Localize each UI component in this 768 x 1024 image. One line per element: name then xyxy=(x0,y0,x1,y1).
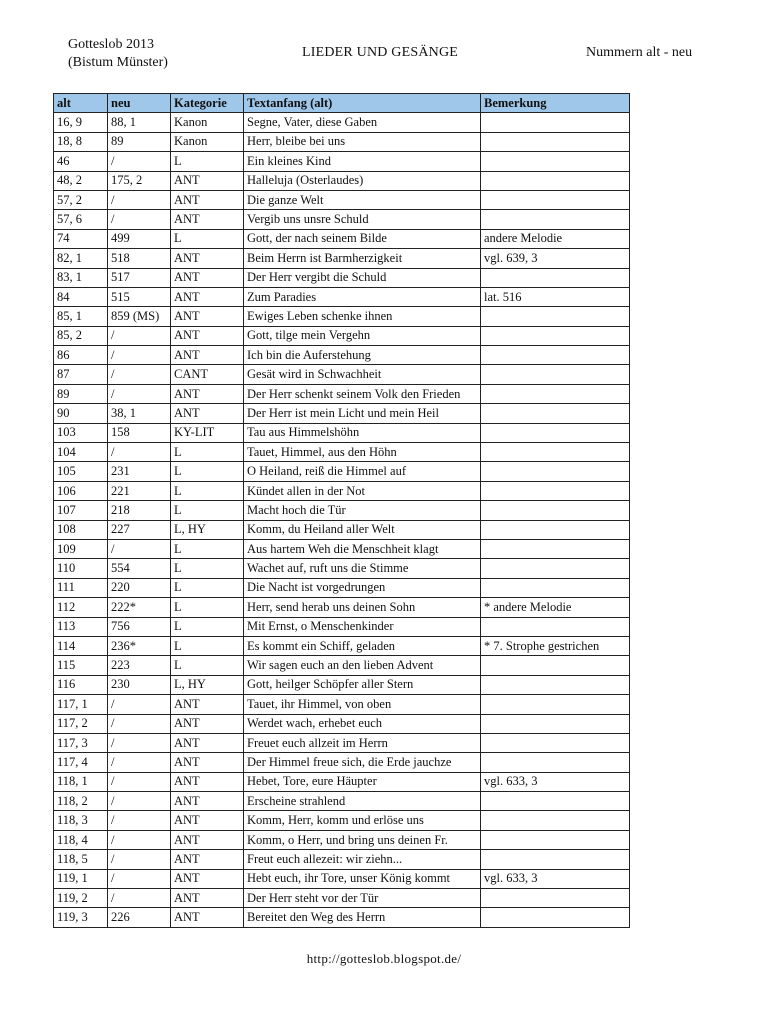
cell-alt: 74 xyxy=(54,229,108,248)
table-row xyxy=(54,598,630,617)
cell-neu: / xyxy=(108,539,171,558)
cell-kategorie: L xyxy=(171,501,244,520)
table-row xyxy=(54,481,630,500)
cell-alt: 46 xyxy=(54,152,108,171)
table-row xyxy=(54,733,630,752)
cell-alt: 119, 1 xyxy=(54,869,108,888)
cell-neu: 554 xyxy=(108,559,171,578)
table-row xyxy=(54,384,630,403)
table-row xyxy=(54,753,630,772)
cell-bemerkung xyxy=(481,578,630,597)
cell-kategorie: ANT xyxy=(171,792,244,811)
cell-textanfang: Ich bin die Auferstehung xyxy=(244,346,481,365)
cell-kategorie: ANT xyxy=(171,346,244,365)
table-row xyxy=(54,539,630,558)
cell-kategorie: L xyxy=(171,656,244,675)
cell-neu: 88, 1 xyxy=(108,113,171,132)
cell-textanfang: Wachet auf, ruft uns die Stimme xyxy=(244,559,481,578)
cell-alt: 85, 1 xyxy=(54,307,108,326)
cell-textanfang: Gott, heilger Schöpfer aller Stern xyxy=(244,675,481,694)
cell-bemerkung xyxy=(481,268,630,287)
cell-kategorie: ANT xyxy=(171,249,244,268)
cell-textanfang: Der Herr steht vor der Tür xyxy=(244,889,481,908)
cell-kategorie: ANT xyxy=(171,811,244,830)
cell-alt: 114 xyxy=(54,636,108,655)
cell-neu: / xyxy=(108,850,171,869)
cell-kategorie: Kanon xyxy=(171,113,244,132)
cell-alt: 87 xyxy=(54,365,108,384)
cell-bemerkung xyxy=(481,384,630,403)
cell-kategorie: ANT xyxy=(171,830,244,849)
cell-textanfang: Ewiges Leben schenke ihnen xyxy=(244,307,481,326)
table-row xyxy=(54,520,630,539)
cell-alt: 83, 1 xyxy=(54,268,108,287)
cell-bemerkung xyxy=(481,481,630,500)
table-row xyxy=(54,132,630,151)
cell-neu: / xyxy=(108,346,171,365)
cell-alt: 118, 2 xyxy=(54,792,108,811)
cell-textanfang: Werdet wach, erhebet euch xyxy=(244,714,481,733)
cell-alt: 18, 8 xyxy=(54,132,108,151)
cell-bemerkung xyxy=(481,830,630,849)
cell-kategorie: L xyxy=(171,443,244,462)
cell-kategorie: L xyxy=(171,636,244,655)
cell-textanfang: Macht hoch die Tür xyxy=(244,501,481,520)
table-row xyxy=(54,811,630,830)
cell-textanfang: Beim Herrn ist Barmherzigkeit xyxy=(244,249,481,268)
cell-textanfang: Zum Paradies xyxy=(244,287,481,306)
cell-bemerkung xyxy=(481,210,630,229)
cell-bemerkung xyxy=(481,365,630,384)
cell-bemerkung: vgl. 633, 3 xyxy=(481,772,630,791)
cell-textanfang: Freuet euch allzeit im Herrn xyxy=(244,733,481,752)
cell-bemerkung xyxy=(481,171,630,190)
cell-kategorie: ANT xyxy=(171,326,244,345)
table-row xyxy=(54,869,630,888)
cell-kategorie: Kanon xyxy=(171,132,244,151)
cell-textanfang: Segne, Vater, diese Gaben xyxy=(244,113,481,132)
cell-kategorie: ANT xyxy=(171,733,244,752)
cell-kategorie: ANT xyxy=(171,695,244,714)
cell-kategorie: ANT xyxy=(171,287,244,306)
cell-neu: 756 xyxy=(108,617,171,636)
cell-neu: / xyxy=(108,772,171,791)
cell-textanfang: Tauet, Himmel, aus den Höhn xyxy=(244,443,481,462)
page-title: LIEDER UND GESÄNGE xyxy=(302,45,459,60)
cell-neu: 223 xyxy=(108,656,171,675)
cell-neu: 499 xyxy=(108,229,171,248)
cell-alt: 57, 6 xyxy=(54,210,108,229)
cell-alt: 119, 2 xyxy=(54,889,108,908)
cell-neu: 226 xyxy=(108,908,171,927)
table-row xyxy=(54,772,630,791)
cell-neu: 222* xyxy=(108,598,171,617)
cell-textanfang: Erscheine strahlend xyxy=(244,792,481,811)
cell-bemerkung xyxy=(481,617,630,636)
cell-bemerkung xyxy=(481,462,630,481)
cell-bemerkung xyxy=(481,443,630,462)
cell-alt: 118, 3 xyxy=(54,811,108,830)
column-header-kategorie: Kategorie xyxy=(171,94,244,113)
cell-kategorie: ANT xyxy=(171,772,244,791)
cell-bemerkung xyxy=(481,520,630,539)
cell-textanfang: Gott, der nach seinem Bilde xyxy=(244,229,481,248)
cell-bemerkung: andere Melodie xyxy=(481,229,630,248)
cell-bemerkung xyxy=(481,733,630,752)
cell-textanfang: Die Nacht ist vorgedrungen xyxy=(244,578,481,597)
cell-textanfang: Ein kleines Kind xyxy=(244,152,481,171)
cell-bemerkung xyxy=(481,190,630,209)
cell-neu: 89 xyxy=(108,132,171,151)
table-row xyxy=(54,908,630,927)
table-row xyxy=(54,307,630,326)
cell-alt: 106 xyxy=(54,481,108,500)
cell-alt: 115 xyxy=(54,656,108,675)
table-row xyxy=(54,714,630,733)
cell-alt: 112 xyxy=(54,598,108,617)
cell-neu: / xyxy=(108,210,171,229)
cell-bemerkung xyxy=(481,850,630,869)
cell-neu: 38, 1 xyxy=(108,404,171,423)
column-header-bemerkung: Bemerkung xyxy=(481,94,630,113)
cell-textanfang: Tauet, ihr Himmel, von oben xyxy=(244,695,481,714)
cell-kategorie: ANT xyxy=(171,384,244,403)
cell-textanfang: Hebet, Tore, eure Häupter xyxy=(244,772,481,791)
column-header-neu: neu xyxy=(108,94,171,113)
cell-alt: 103 xyxy=(54,423,108,442)
table-row xyxy=(54,268,630,287)
cell-bemerkung xyxy=(481,753,630,772)
cell-neu: / xyxy=(108,365,171,384)
cell-textanfang: Der Himmel freue sich, die Erde jauchze xyxy=(244,753,481,772)
cell-kategorie: ANT xyxy=(171,850,244,869)
cell-alt: 84 xyxy=(54,287,108,306)
table-body xyxy=(54,113,630,927)
cell-alt: 82, 1 xyxy=(54,249,108,268)
cell-alt: 108 xyxy=(54,520,108,539)
cell-alt: 117, 2 xyxy=(54,714,108,733)
cell-kategorie: L, HY xyxy=(171,520,244,539)
cell-kategorie: ANT xyxy=(171,171,244,190)
cell-textanfang: Komm, o Herr, und bring uns deinen Fr. xyxy=(244,830,481,849)
cell-bemerkung xyxy=(481,346,630,365)
cell-kategorie: ANT xyxy=(171,268,244,287)
cell-textanfang: Halleluja (Osterlaudes) xyxy=(244,171,481,190)
cell-neu: / xyxy=(108,811,171,830)
cell-neu: 236* xyxy=(108,636,171,655)
cell-kategorie: L xyxy=(171,598,244,617)
cell-bemerkung: * andere Melodie xyxy=(481,598,630,617)
table-row xyxy=(54,346,630,365)
cell-kategorie: L xyxy=(171,481,244,500)
cell-neu: 218 xyxy=(108,501,171,520)
cell-neu: 175, 2 xyxy=(108,171,171,190)
cell-neu: 231 xyxy=(108,462,171,481)
cell-neu: / xyxy=(108,443,171,462)
cell-bemerkung xyxy=(481,889,630,908)
cell-bemerkung xyxy=(481,559,630,578)
cell-textanfang: Herr, send herab uns deinen Sohn xyxy=(244,598,481,617)
cell-textanfang: Kündet allen in der Not xyxy=(244,481,481,500)
cell-kategorie: ANT xyxy=(171,404,244,423)
cell-neu: / xyxy=(108,869,171,888)
cell-textanfang: Der Herr vergibt die Schuld xyxy=(244,268,481,287)
table-row xyxy=(54,695,630,714)
cell-kategorie: ANT xyxy=(171,889,244,908)
cell-kategorie: L xyxy=(171,578,244,597)
cell-kategorie: L xyxy=(171,617,244,636)
cell-bemerkung xyxy=(481,307,630,326)
page-subtitle: Nummern alt - neu xyxy=(586,45,693,60)
cell-alt: 117, 3 xyxy=(54,733,108,752)
cell-alt: 89 xyxy=(54,384,108,403)
cell-alt: 116 xyxy=(54,675,108,694)
table-row xyxy=(54,326,630,345)
cell-alt: 16, 9 xyxy=(54,113,108,132)
column-header-textanfang: Textanfang (alt) xyxy=(244,94,481,113)
cell-neu: / xyxy=(108,326,171,345)
cell-neu: 517 xyxy=(108,268,171,287)
cell-textanfang: Es kommt ein Schiff, geladen xyxy=(244,636,481,655)
cell-neu: 158 xyxy=(108,423,171,442)
table-row xyxy=(54,656,630,675)
document-header-left xyxy=(68,36,168,72)
cell-kategorie: KY-LIT xyxy=(171,423,244,442)
cell-textanfang: Die ganze Welt xyxy=(244,190,481,209)
cell-alt: 119, 3 xyxy=(54,908,108,927)
cell-neu: 518 xyxy=(108,249,171,268)
table-row xyxy=(54,578,630,597)
table-row xyxy=(54,249,630,268)
table-row xyxy=(54,559,630,578)
table-row xyxy=(54,404,630,423)
table-row xyxy=(54,675,630,694)
cell-kategorie: L, HY xyxy=(171,675,244,694)
cell-alt: 113 xyxy=(54,617,108,636)
column-header-alt: alt xyxy=(54,94,108,113)
table-row xyxy=(54,792,630,811)
table-row xyxy=(54,617,630,636)
cell-alt: 117, 4 xyxy=(54,753,108,772)
cell-neu: / xyxy=(108,695,171,714)
cell-bemerkung xyxy=(481,539,630,558)
cell-textanfang: Wir sagen euch an den lieben Advent xyxy=(244,656,481,675)
table-row xyxy=(54,365,630,384)
table-row xyxy=(54,190,630,209)
table-row xyxy=(54,152,630,171)
cell-kategorie: ANT xyxy=(171,190,244,209)
cell-bemerkung xyxy=(481,695,630,714)
cell-neu: / xyxy=(108,753,171,772)
cell-neu: 227 xyxy=(108,520,171,539)
cell-neu: 230 xyxy=(108,675,171,694)
cell-kategorie: L xyxy=(171,559,244,578)
cell-alt: 86 xyxy=(54,346,108,365)
cell-kategorie: ANT xyxy=(171,753,244,772)
cell-kategorie: ANT xyxy=(171,307,244,326)
cell-bemerkung xyxy=(481,152,630,171)
cell-bemerkung xyxy=(481,675,630,694)
cell-textanfang: Hebt euch, ihr Tore, unser König kommt xyxy=(244,869,481,888)
cell-bemerkung: vgl. 639, 3 xyxy=(481,249,630,268)
table-row xyxy=(54,443,630,462)
cell-bemerkung xyxy=(481,132,630,151)
table-row xyxy=(54,889,630,908)
cell-textanfang: Aus hartem Weh die Menschheit klagt xyxy=(244,539,481,558)
cell-alt: 109 xyxy=(54,539,108,558)
cell-neu: / xyxy=(108,889,171,908)
cell-neu: 221 xyxy=(108,481,171,500)
cell-bemerkung xyxy=(481,792,630,811)
cell-bemerkung xyxy=(481,423,630,442)
cell-textanfang: Freut euch allezeit: wir ziehn... xyxy=(244,850,481,869)
cell-kategorie: CANT xyxy=(171,365,244,384)
cell-bemerkung xyxy=(481,908,630,927)
cell-neu: 515 xyxy=(108,287,171,306)
table-row xyxy=(54,287,630,306)
table-row xyxy=(54,113,630,132)
cell-alt: 105 xyxy=(54,462,108,481)
cell-textanfang: Komm, du Heiland aller Welt xyxy=(244,520,481,539)
cell-bemerkung xyxy=(481,656,630,675)
table-row xyxy=(54,462,630,481)
table-row xyxy=(54,423,630,442)
cell-alt: 85, 2 xyxy=(54,326,108,345)
diocese-label: (Bistum Münster) xyxy=(68,55,168,70)
hymn-number-table xyxy=(53,93,630,928)
cell-bemerkung: vgl. 633, 3 xyxy=(481,869,630,888)
cell-bemerkung xyxy=(481,714,630,733)
cell-neu: / xyxy=(108,830,171,849)
table-row xyxy=(54,501,630,520)
table-row xyxy=(54,210,630,229)
cell-bemerkung: * 7. Strophe gestrichen xyxy=(481,636,630,655)
cell-textanfang: Herr, bleibe bei uns xyxy=(244,132,481,151)
cell-alt: 107 xyxy=(54,501,108,520)
cell-alt: 110 xyxy=(54,559,108,578)
cell-kategorie: ANT xyxy=(171,714,244,733)
cell-textanfang: Vergib uns unsre Schuld xyxy=(244,210,481,229)
table-header-row xyxy=(54,94,630,113)
cell-neu: / xyxy=(108,190,171,209)
cell-alt: 57, 2 xyxy=(54,190,108,209)
cell-neu: / xyxy=(108,792,171,811)
table-row xyxy=(54,830,630,849)
cell-kategorie: L xyxy=(171,229,244,248)
hymnal-title: Gotteslob 2013 xyxy=(68,37,154,52)
cell-textanfang: Der Herr schenkt seinem Volk den Frieden xyxy=(244,384,481,403)
cell-textanfang: Gott, tilge mein Vergehn xyxy=(244,326,481,345)
cell-kategorie: L xyxy=(171,152,244,171)
cell-bemerkung xyxy=(481,811,630,830)
table-row xyxy=(54,850,630,869)
footer-url[interactable]: http://gotteslob.blogspot.de/ xyxy=(306,951,462,966)
cell-neu: / xyxy=(108,384,171,403)
cell-alt: 118, 1 xyxy=(54,772,108,791)
cell-neu: / xyxy=(108,714,171,733)
table-row xyxy=(54,229,630,248)
cell-textanfang: Bereitet den Weg des Herrn xyxy=(244,908,481,927)
cell-neu: 220 xyxy=(108,578,171,597)
cell-textanfang: O Heiland, reiß die Himmel auf xyxy=(244,462,481,481)
cell-textanfang: Tau aus Himmelshöhn xyxy=(244,423,481,442)
cell-bemerkung: lat. 516 xyxy=(481,287,630,306)
table-row xyxy=(54,171,630,190)
cell-kategorie: ANT xyxy=(171,210,244,229)
table-row xyxy=(54,636,630,655)
cell-neu: / xyxy=(108,733,171,752)
cell-bemerkung xyxy=(481,501,630,520)
cell-kategorie: ANT xyxy=(171,869,244,888)
cell-kategorie: L xyxy=(171,539,244,558)
cell-alt: 117, 1 xyxy=(54,695,108,714)
cell-bemerkung xyxy=(481,326,630,345)
cell-alt: 118, 5 xyxy=(54,850,108,869)
cell-textanfang: Gesät wird in Schwachheit xyxy=(244,365,481,384)
cell-alt: 90 xyxy=(54,404,108,423)
cell-kategorie: ANT xyxy=(171,908,244,927)
cell-bemerkung xyxy=(481,404,630,423)
cell-neu: 859 (MS) xyxy=(108,307,171,326)
cell-bemerkung xyxy=(481,113,630,132)
cell-alt: 111 xyxy=(54,578,108,597)
cell-textanfang: Komm, Herr, komm und erlöse uns xyxy=(244,811,481,830)
cell-alt: 48, 2 xyxy=(54,171,108,190)
cell-alt: 118, 4 xyxy=(54,830,108,849)
cell-textanfang: Mit Ernst, o Menschenkinder xyxy=(244,617,481,636)
cell-neu: / xyxy=(108,152,171,171)
cell-textanfang: Der Herr ist mein Licht und mein Heil xyxy=(244,404,481,423)
cell-kategorie: L xyxy=(171,462,244,481)
cell-alt: 104 xyxy=(54,443,108,462)
